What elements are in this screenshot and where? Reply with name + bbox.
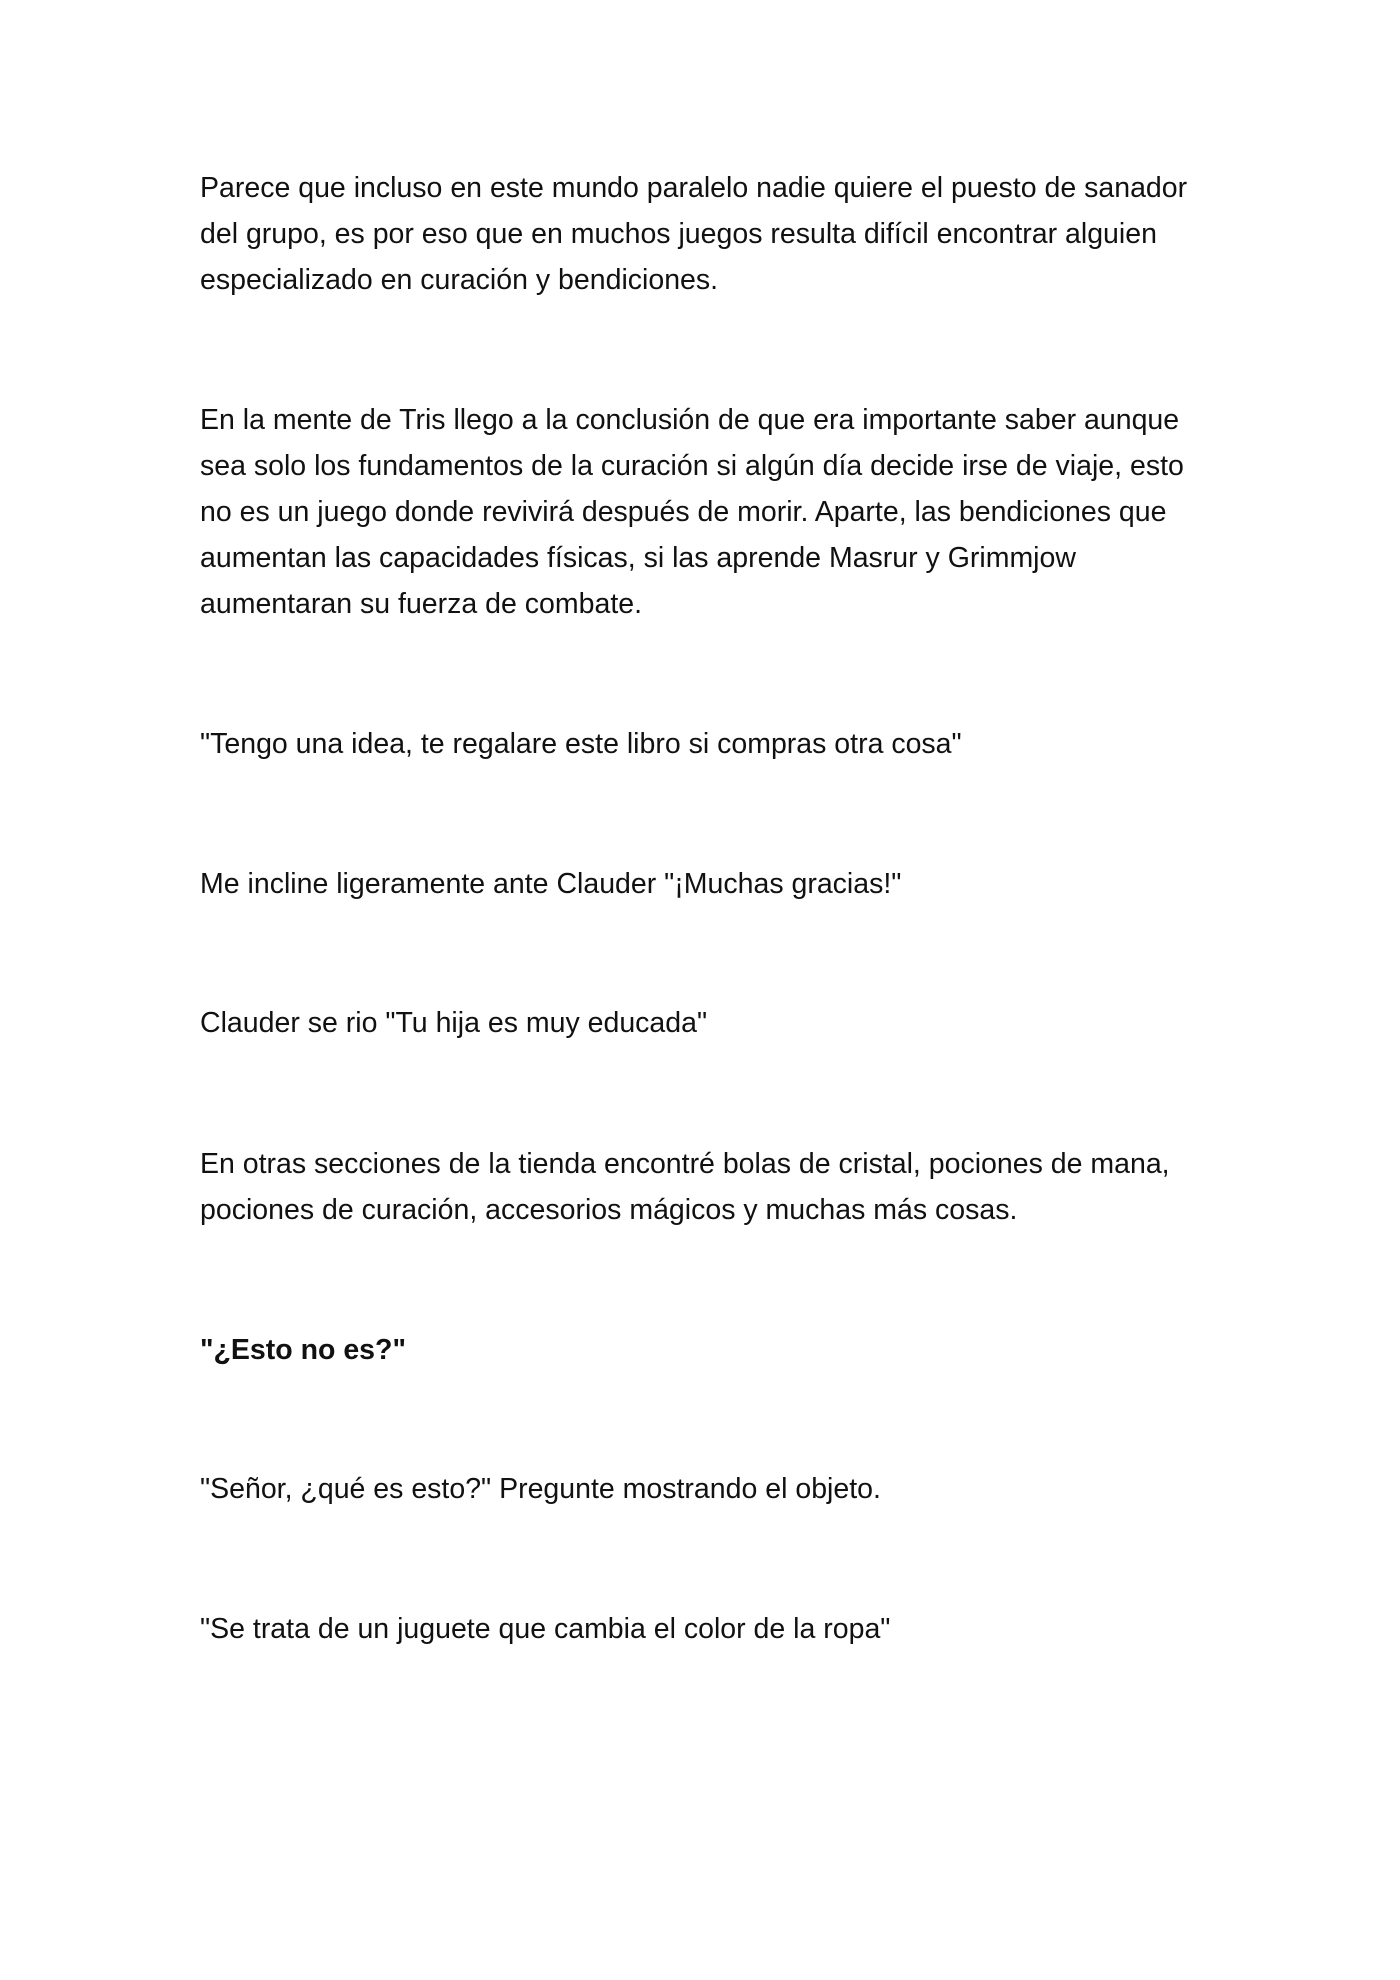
paragraph-color-toy: "Se trata de un juguete que cambia el color de la ropa" (200, 1613, 891, 1645)
paragraph-asking-object: "Señor, ¿qué es esto?" Pregunte mostrando el objeto. (200, 1473, 881, 1505)
paragraph-shop-sections: En otras secciones de la tienda encontré bolas de cristal, pociones de mana, pociones de curación, accesorios mágicos y muchas más cosas. (200, 1148, 1170, 1226)
paragraph-healer-role: Parece que incluso en este mundo paralelo nadie quiere el puesto de sanador del grupo, es por eso que en muchos juegos resulta difícil encontrar alguien especializado en curación y bendiciones. (200, 172, 1188, 296)
paragraph-tris-conclusion: En la mente de Tris llego a la conclusión de que era importante saber aunque sea solo los fundamentos de la curación si algún día decide irse de viaje, esto no es un juego donde revivirá después de morir. Aparte, las bendiciones que aumentan las capacidades físicas, si las aprende Masrur y Grimmjow aumentaran su fuerza de combate. (200, 404, 1184, 620)
paragraph-thanks: Me incline ligeramente ante Clauder "¡Muchas gracias!" (200, 868, 902, 900)
paragraph-clauder-laughs: Clauder se rio "Tu hija es muy educada" (200, 1007, 708, 1039)
paragraph-book-offer: "Tengo una idea, te regalare este libro si compras otra cosa" (200, 728, 962, 760)
paragraph-bold-question: "¿Esto no es?" (200, 1334, 406, 1366)
